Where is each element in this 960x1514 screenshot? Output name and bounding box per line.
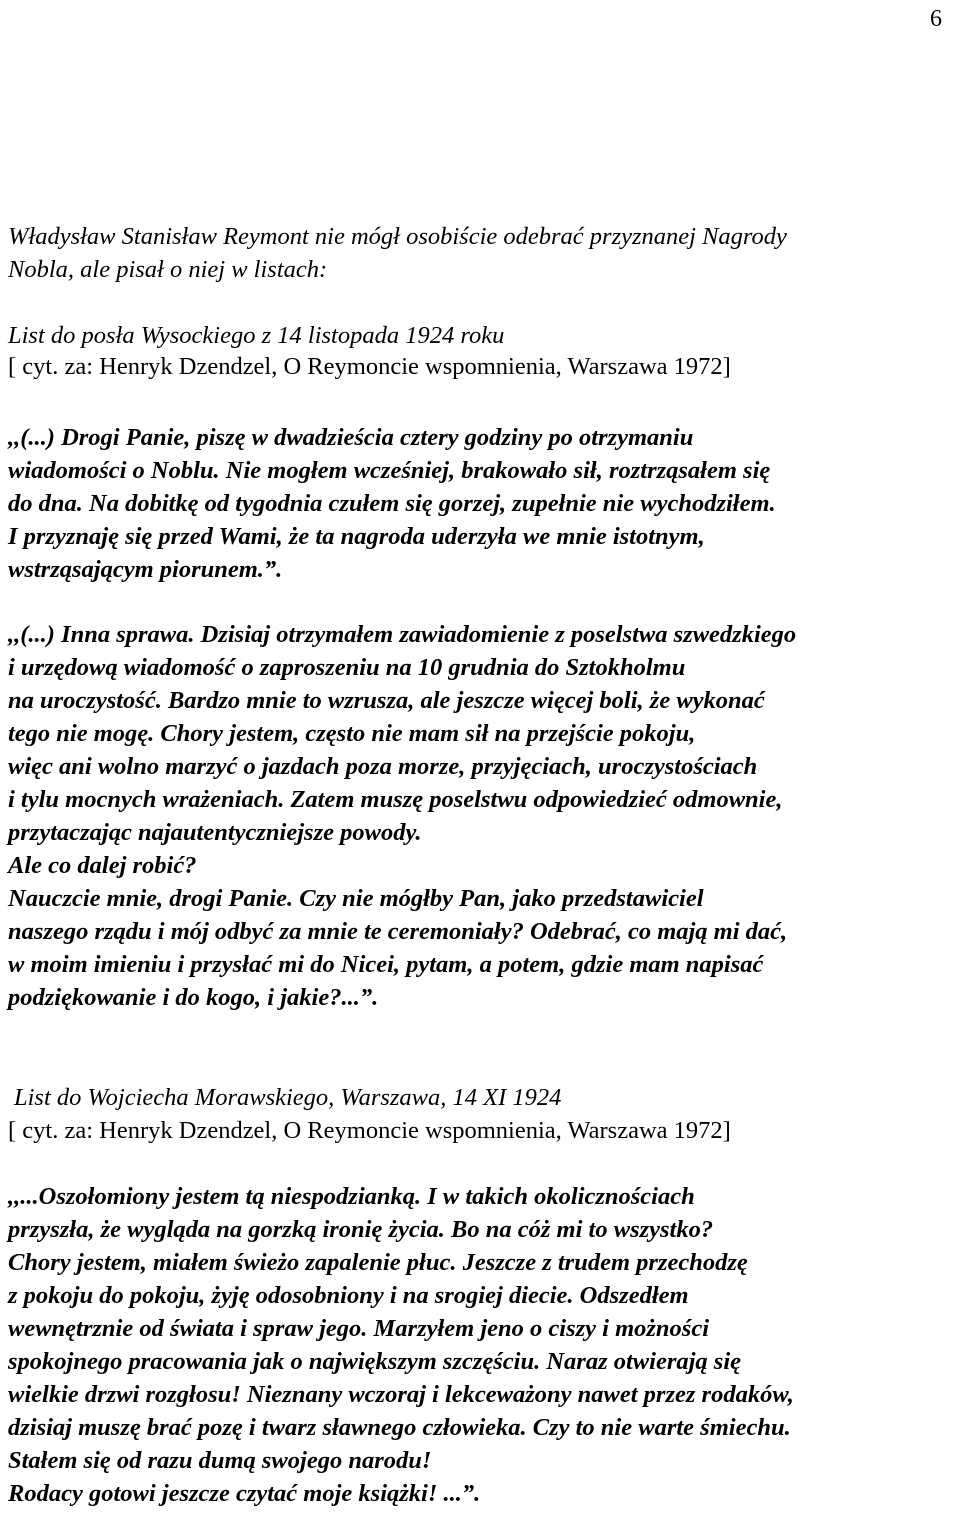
letter2-line: Stałem się od razu dumą swojego narodu! <box>8 1447 432 1474</box>
letter1-p1-line: ,,(...) Drogi Panie, piszę w dwadzieścia cztery godziny po otrzymaniu <box>8 424 694 451</box>
letter2-line: z pokoju do pokoju, żyję odosobniony i na srogiej diecie. Odszedłem <box>8 1282 689 1309</box>
letter2-line: Chory jestem, miałem świeżo zapalenie płuc. Jeszcze z trudem przechodzę <box>8 1249 748 1276</box>
letter1-p2-line: ,,(...) Inna sprawa. Dzisiaj otrzymałem zawiadomienie z poselstwa szwedzkiego <box>8 621 797 648</box>
letter1-p2-line: tego nie mogę. Chory jestem, często nie mam sił na przejście pokoju, <box>8 720 696 747</box>
letter1-p1-line: wiadomości o Noblu. Nie mogłem wcześniej, brakowało sił, roztrząsałem się <box>8 457 771 484</box>
letter1-p1-line: wstrząsającym piorunem.”. <box>8 556 283 583</box>
letter1-p1-line: I przyznaję się przed Wami, że ta nagroda uderzyła we mnie istotnym, <box>8 523 705 550</box>
letter2-line: wewnętrznie od świata i spraw jego. Marzyłem jeno o ciszy i możności <box>8 1315 710 1342</box>
letter1-p2-line: przytaczając najautentyczniejsze powody. <box>8 819 422 846</box>
letter1-p1-line: do dna. Na dobitkę od tygodnia czułem się gorzej, zupełnie nie wychodziłem. <box>8 490 776 517</box>
page-number: 6 <box>930 6 942 32</box>
intro-line: Nobla, ale pisał o niej w listach: <box>8 256 328 283</box>
intro-line: Władysław Stanisław Reymont nie mógł osobiście odebrać przyznanej Nagrody <box>8 223 787 250</box>
letter2-line: wielkie drzwi rozgłosu! Nieznany wczoraj i lekceważony nawet przez rodaków, <box>8 1381 794 1408</box>
letter1-p2-line: Ale co dalej robić? <box>8 852 197 879</box>
letter1-p2-line: podziękowanie i do kogo, i jakie?...”. <box>8 984 379 1011</box>
letter1-citation: [ cyt. za: Henryk Dzendzel, O Reymoncie wspomnienia, Warszawa 1972] <box>8 353 731 380</box>
letter1-p2-line: na uroczystość. Bardzo mnie to wzrusza, ale jeszcze więcej boli, że wykonać <box>8 687 765 714</box>
letter1-p2-line: w moim imieniu i przysłać mi do Nicei, pytam, a potem, gdzie mam napisać <box>8 951 764 978</box>
letter2-line: spokojnego pracowania jak o największym szczęściu. Naraz otwierają się <box>8 1348 742 1375</box>
letter1-p2-line: więc ani wolno marzyć o jazdach poza morze, przyjęciach, uroczystościach <box>8 753 758 780</box>
letter2-line: przyszła, że wygląda na gorzką ironię życia. Bo na cóż mi to wszystko? <box>8 1216 714 1243</box>
letter2-citation: [ cyt. za: Henryk Dzendzel, O Reymoncie wspomnienia, Warszawa 1972] <box>8 1117 731 1144</box>
letter1-p2-line: naszego rządu i mój odbyć za mnie te ceremoniały? Odebrać, co mają mi dać, <box>8 918 788 945</box>
letter1-p2-line: i tylu mocnych wrażeniach. Zatem muszę poselstwu odpowiedzieć odmownie, <box>8 786 783 813</box>
letter2-title: List do Wojciecha Morawskiego, Warszawa, 14 XI 1924 <box>14 1084 562 1111</box>
letter1-p2-line: i urzędową wiadomość o zaproszeniu na 10 grudnia do Sztokholmu <box>8 654 686 681</box>
letter2-line: Rodacy gotowi jeszcze czytać moje książki! ...”. <box>8 1480 481 1507</box>
letter2-line: ,,...Oszołomiony jestem tą niespodzianką. I w takich okolicznościach <box>8 1183 695 1210</box>
letter1-title: List do posła Wysockiego z 14 listopada 1924 roku <box>8 322 505 349</box>
letter2-line: dzisiaj muszę brać pozę i twarz sławnego człowieka. Czy to nie warte śmiechu. <box>8 1414 791 1441</box>
letter1-p2-line: Nauczcie mnie, drogi Panie. Czy nie mógłby Pan, jako przedstawiciel <box>8 885 704 912</box>
